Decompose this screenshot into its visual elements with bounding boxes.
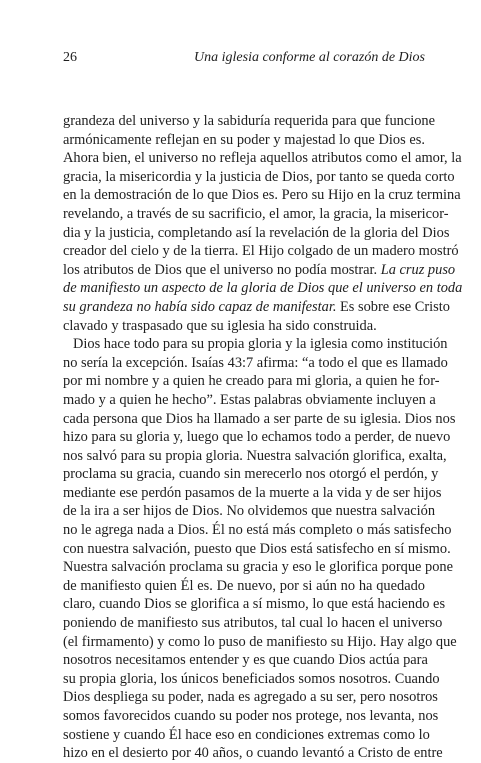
text-line — [63, 298, 450, 317]
text-run: revelando, a través de su sacrificio, el amor, la gracia, la misericor- — [63, 205, 449, 222]
text-line — [63, 633, 457, 652]
text-run: Ahora bien, el universo no refleja aquellos atributos como el amor, la — [63, 150, 462, 167]
text-run: somos favorecidos cuando su poder nos protege, nos levanta, nos — [63, 708, 439, 724]
paragraph — [63, 112, 463, 335]
page-number: 26 — [63, 50, 77, 65]
text-run: Es sobre ese Cristo — [336, 298, 450, 315]
text-run: no sería la excepción. Isaías 43:7 afirma: “a todo el que es llamado — [63, 354, 448, 371]
italic-text: La cruz puso — [380, 261, 456, 278]
text-run: en la demostración de lo que Dios es. Pero su Hijo en la cruz termina — [63, 187, 461, 204]
text-line — [63, 502, 436, 521]
text-line — [63, 447, 447, 466]
text-run: nosotros necesitamos entender y es que cuando Dios actúa para — [63, 652, 428, 669]
italic-text: su grandeza no había sido capaz de manifestar. — [63, 298, 337, 315]
text-line — [63, 428, 451, 447]
italic-text: de manifiesto un aspecto de la gloria de Dios que el universo en toda — [63, 280, 463, 297]
text-run: por mi nombre y a quien he creado para mi gloria, a quien he for- — [63, 373, 440, 390]
text-run: de la ira a ser hijos de Dios. No olvidemos que nuestra salvación — [63, 503, 436, 520]
text-run: cada persona que Dios ha llamado a ser parte de su iglesia. Dios nos — [63, 410, 456, 427]
text-line — [63, 484, 442, 503]
running-title: Una iglesia conforme al corazón de Dios — [194, 50, 425, 65]
text-line — [63, 540, 451, 559]
running-head — [63, 50, 425, 70]
text-run: Nuestra salvación proclama su gracia y eso le glorifica porque pone — [63, 559, 453, 576]
text-line — [63, 410, 456, 429]
text-run: mediante ese perdón pasamos de la muerte a la vida y de ser hijos — [63, 484, 442, 501]
text-run: mado y a quien he hecho”. Estas palabras obviamente incluyen a — [63, 391, 436, 408]
text-line — [63, 670, 440, 689]
text-line — [63, 391, 436, 410]
text-line — [63, 372, 440, 391]
text-run: clavado y traspasado que su iglesia ha sido construida. — [63, 317, 377, 334]
text-line — [63, 131, 425, 150]
text-line — [63, 242, 459, 261]
text-run: poniendo de manifiesto sus atributos, tal cual lo hacen el universo — [63, 615, 443, 632]
text-line — [63, 317, 425, 336]
text-line — [63, 577, 425, 596]
text-run: Dios hace todo para su propia gloria y la iglesia como institución — [73, 336, 448, 353]
text-run: (el firmamento) y como lo puso de manifiesto su Hijo. Hay algo que — [63, 633, 457, 650]
text-line — [63, 707, 439, 726]
text-line — [63, 335, 448, 354]
text-line — [63, 149, 462, 168]
text-run: hizo en el desierto por 40 años, o cuando levantó a Cristo de entre — [63, 745, 443, 762]
text-line — [63, 651, 428, 670]
text-line — [63, 558, 453, 577]
text-line — [63, 521, 452, 540]
text-run: sostiene y cuando Él hace eso en condiciones extremas como lo — [63, 726, 430, 743]
text-line — [63, 465, 439, 484]
text-line — [63, 614, 443, 633]
text-run: de manifiesto quien Él es. De nuevo, por si aún no ha quedado — [63, 577, 425, 594]
text-line — [63, 595, 446, 614]
text-run: grandeza del universo y la sabiduría requerida para que funcione — [63, 113, 435, 129]
text-line — [63, 279, 463, 298]
text-line — [63, 186, 461, 205]
text-run: con nuestra salvación, puesto que Dios está satisfecho en sí mismo. — [63, 540, 451, 557]
text-run: los atributos de Dios que el universo no podía mostrar. — [63, 261, 381, 278]
text-line — [63, 205, 449, 224]
body-text — [63, 112, 463, 763]
text-run: no le agrega nada a Dios. Él no está más completo o más satisfecho — [63, 522, 452, 539]
text-line — [63, 726, 430, 745]
text-run: creador del cielo y de la tierra. El Hijo colgado de un madero mostró — [63, 243, 459, 260]
text-run: gracia, la misericordia y la justicia de Dios, por tanto se queda corto — [63, 168, 455, 185]
text-line — [63, 224, 450, 243]
text-line — [63, 261, 456, 280]
text-run: claro, cuando Dios se glorifica a sí mismo, lo que está haciendo es — [63, 596, 446, 613]
paragraph — [63, 335, 457, 763]
text-run: armónicamente reflejan en su poder y majestad lo que Dios es. — [63, 131, 425, 148]
text-run: su propia gloria, los únicos beneficiados somos nosotros. Cuando — [63, 670, 440, 687]
text-run: dia y la justicia, completando así la revelación de la gloria del Dios — [63, 224, 450, 241]
text-run: nos salvó para su propia gloria. Nuestra salvación glorifica, exalta, — [63, 447, 447, 464]
text-run: hizo para su gloria y, luego que lo echamos todo a perder, de nuevo — [63, 429, 451, 446]
text-line — [63, 688, 438, 707]
text-run: Dios despliega su poder, nada es agregado a su ser, pero nosotros — [63, 689, 438, 706]
text-line — [63, 112, 435, 131]
text-run: proclama su gracia, cuando sin merecerlo nos otorgó el perdón, y — [63, 466, 439, 483]
text-line — [63, 354, 448, 373]
text-line — [63, 168, 455, 187]
